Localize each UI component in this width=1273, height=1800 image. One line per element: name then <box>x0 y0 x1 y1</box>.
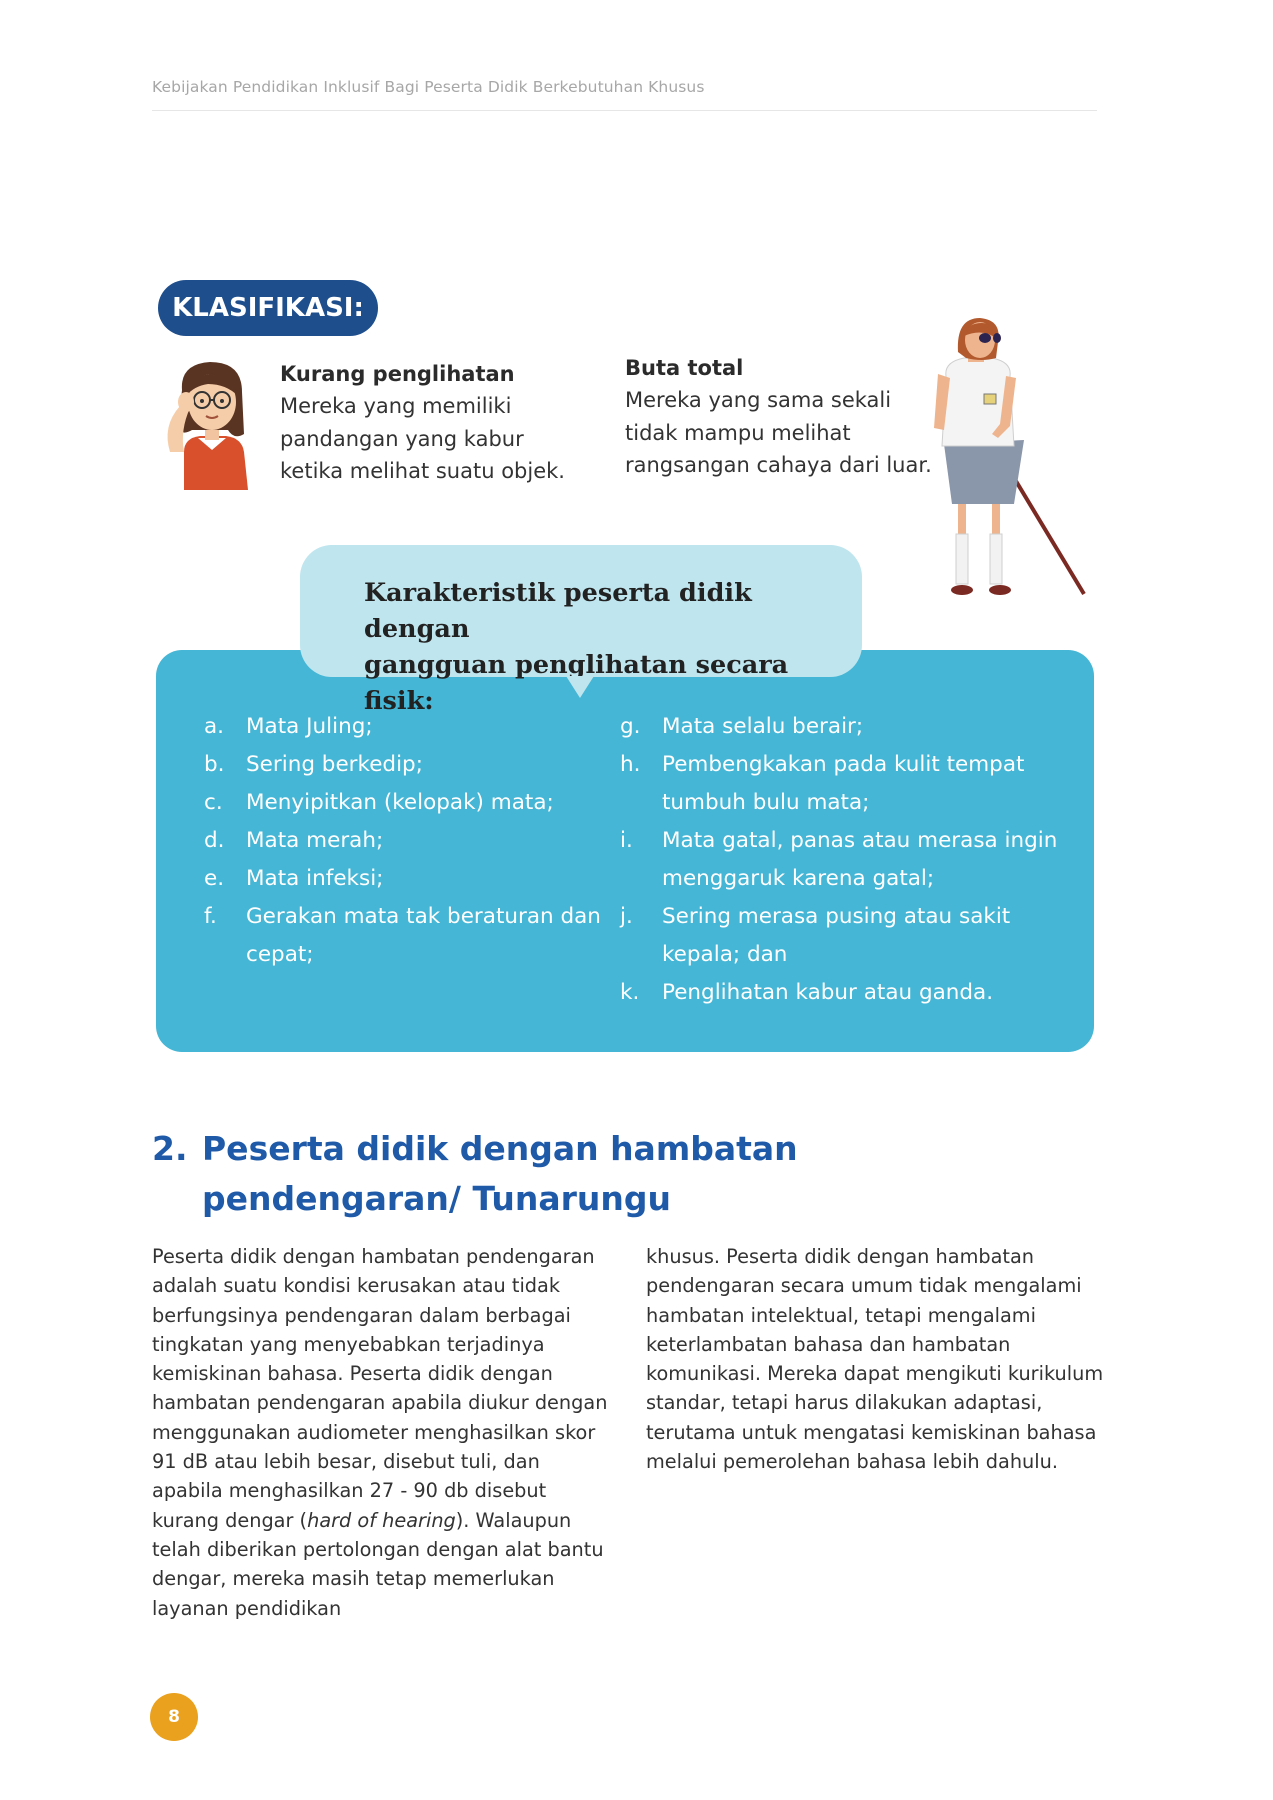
list-text: Gerakan mata tak beraturan dan cepat; <box>246 904 601 967</box>
paragraph-text: ). Walaupun telah diberikan pertolongan dengan alat bantu dengar, mereka masih tetap memerlukan layanan pendidikan <box>152 1508 604 1620</box>
girl-with-glasses-illustration <box>156 356 264 490</box>
list-marker: c. <box>204 790 223 815</box>
list-item <box>620 746 1060 822</box>
karakteristik-heading-line1: Karakteristik peserta didik dengan <box>364 578 752 644</box>
running-header: Kebijakan Pendidikan Inklusif Bagi Peserta Didik Berkebutuhan Khusus <box>152 78 1097 111</box>
list-text: Mata gatal, panas atau merasa ingin menggaruk karena gatal; <box>662 828 1058 891</box>
list-marker: i. <box>620 828 633 853</box>
klasifikasi-label: KLASIFIKASI: <box>158 280 378 336</box>
buta-total-description: Mereka yang sama sekali tidak mampu melihat rangsangan cahaya dari luar. <box>625 388 932 477</box>
section-title: Peserta didik dengan hambatan pendengaran/ Tunarungu <box>202 1129 798 1218</box>
karakteristik-list-left <box>204 708 644 974</box>
karakteristik-heading-bubble <box>300 545 862 716</box>
list-item <box>204 822 644 860</box>
kurang-penglihatan-title: Kurang penglihatan <box>280 362 515 386</box>
karakteristik-heading-line2: gangguan penglihatan secara fisik: <box>364 650 789 716</box>
list-marker: j. <box>620 904 633 929</box>
list-text: Penglihatan kabur atau ganda. <box>662 980 994 1005</box>
list-item <box>620 708 1060 746</box>
list-marker: f. <box>204 904 217 929</box>
list-marker: a. <box>204 714 225 739</box>
buta-total-title: Buta total <box>625 356 744 380</box>
karakteristik-list-right <box>620 708 1060 1012</box>
list-item <box>620 822 1060 898</box>
list-text: Sering merasa pusing atau sakit kepala; dan <box>662 904 1011 967</box>
list-text: Menyipitkan (kelopak) mata; <box>246 790 554 815</box>
list-item <box>620 898 1060 974</box>
list-marker: g. <box>620 714 641 739</box>
list-marker: d. <box>204 828 225 853</box>
list-item <box>204 708 644 746</box>
body-paragraph-right: khusus. Peserta didik dengan hambatan pendengaran secara umum tidak mengalami hambatan intelektual, tetapi mengalami keterlambatan bahasa dan hambatan komunikasi. Mereka dapat mengikuti kurikulum standar, tetapi harus dilakukan adaptasi, terutama untuk mengatasi kemiskinan bahasa melalui pemerolehan bahasa lebih dahulu. <box>646 1245 1104 1474</box>
list-text: Mata infeksi; <box>246 866 384 891</box>
list-item <box>204 746 644 784</box>
paragraph-italic-term: hard of hearing <box>307 1508 456 1532</box>
bubble-tail <box>566 676 594 698</box>
list-text: Mata Juling; <box>246 714 373 739</box>
section-number: 2. <box>152 1129 188 1168</box>
kurang-penglihatan-description: Mereka yang memiliki pandangan yang kabur ketika melihat suatu objek. <box>280 394 565 483</box>
list-text: Sering berkedip; <box>246 752 423 777</box>
list-marker: e. <box>204 866 225 891</box>
list-marker: h. <box>620 752 641 777</box>
student-with-white-cane-illustration <box>930 318 1090 602</box>
list-item <box>204 784 644 822</box>
list-item <box>620 974 1060 1012</box>
list-text: Mata selalu berair; <box>662 714 864 739</box>
list-item <box>204 898 644 974</box>
list-text: Pembengkakan pada kulit tempat tumbuh bulu mata; <box>662 752 1025 815</box>
list-text: Mata merah; <box>246 828 384 853</box>
body-paragraph-left <box>152 1242 612 1623</box>
list-marker: b. <box>204 752 225 777</box>
list-item <box>204 860 644 898</box>
paragraph-text: Peserta didik dengan hambatan pendengaran adalah suatu kondisi kerusakan atau tidak berfungsinya pendengaran dalam berbagai tingkatan yang menyebabkan terjadinya kemiskinan bahasa. Peserta didik dengan hambatan pendengaran apabila diukur dengan menggunakan audiometer menghasilkan skor 91 dB atau lebih besar, disebut tuli, dan apabila menghasilkan 27 - 90 db disebut kurang dengar ( <box>152 1245 608 1532</box>
page-number: 8 <box>150 1693 198 1741</box>
list-marker: k. <box>620 980 640 1005</box>
